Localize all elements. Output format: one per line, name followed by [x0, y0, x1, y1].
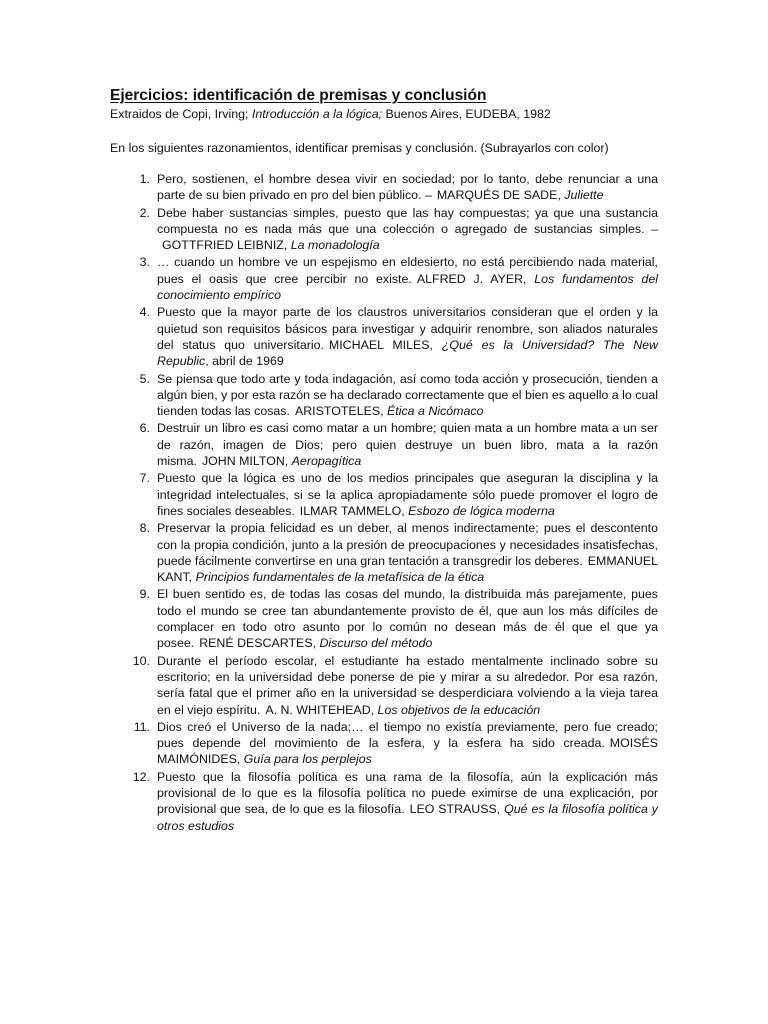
exercise-number: 5.: [139, 371, 150, 386]
exercise-work: Guía para los perplejos: [243, 752, 372, 767]
exercise-work: Principios fundamentales de la metafísica de la ética: [195, 570, 485, 585]
exercise-work: Discurso del método: [319, 636, 433, 651]
exercise-author: ALFRED J. AYER,: [416, 271, 527, 286]
exercise-text: Dios creó el Universo de la nada;… el tiempo no existía previamente, pero fue creado; pues depende del movimiento de la esfera, y la esfera ha sido creada.: [157, 719, 658, 751]
exercise-text: Puesto que la mayor parte de los claustros universitarios consideran que el orden y la quietud son requisitos básicos para investigar y adquirir renombre, son aliados naturales del status quo universitario.: [157, 305, 658, 352]
exercise-author: MOISÉS MAIMÓNIDES,: [157, 736, 658, 767]
exercise-text: Puesto que la filosofía política es una rama de la filosofía, aún la explicación más provisional de lo que es la filosofía política no puede eximirse de una explicación, por provisional que sea, de lo que es la filosofía.: [157, 769, 658, 817]
exercise-author: EMMANUEL KANT,: [157, 553, 658, 585]
exercise-item: [110, 420, 658, 469]
exercise-item: [110, 653, 658, 718]
exercise-item: [110, 520, 658, 585]
exercise-author: MICHAEL MILES,: [328, 337, 433, 352]
exercise-text: … cuando un hombre ve un espejismo en eldesierto, no está percibiendo nada material, pues el oasis que cree percibir no existe.: [157, 255, 658, 286]
document-title: Ejercicios: identificación de premisas y conclusión: [110, 87, 487, 104]
exercise-work: Aeropagítica: [291, 454, 362, 469]
exercise-author: JOHN MILTON,: [201, 454, 289, 469]
exercise-author: LEO STRAUSS,: [409, 802, 501, 817]
exercise-work: Qué es la filosofía política y otros estudios: [157, 802, 658, 833]
exercise-text: Se piensa que todo arte y toda indagación, así como toda acción y prosecución, tienden a algún bien, y por esta razón se ha declarado correctamente que el bien es aquello a lo cual tienden todas las cosas.: [157, 371, 658, 419]
exercise-item: [110, 205, 658, 254]
source-suffix: Buenos Aires, EUDEBA, 1982: [382, 107, 551, 121]
source-reference: [110, 106, 551, 122]
exercise-author: MARQUÉS DE SADE,: [436, 188, 561, 203]
exercise-number: 11.: [133, 719, 150, 734]
exercise-work: Juliette: [564, 188, 604, 203]
exercise-author: A. N. WHITEHEAD,: [265, 702, 375, 717]
source-book: Introducción a la lógica;: [251, 107, 383, 121]
exercise-text: El buen sentido es, de todas las cosas del mundo, la distribuida más parejamente, pues todo el mundo se cree tan abundantemente provisto de él, que aun los más difíciles de complacer en todo otro asunto por lo común no desean más de él que el que ya posee.: [157, 587, 658, 651]
exercise-work: La monadología: [290, 238, 380, 253]
exercise-text: Puesto que la lógica es uno de los medios principales que aseguran la disciplina y la integridad intelectuales, si se la aplica apropiadamente sólo puede promover el logro de fines sociales deseables.: [157, 471, 658, 518]
exercise-text: Preservar la propia felicidad es un deber, al menos indirectamente; pues el descontento con la propia condición, junto a la presión de preocupaciones y necesidades insatisfechas, puede fácilmente convertirse en una gran tentación a transgredir los deberes.: [157, 521, 658, 568]
exercise-number: 3.: [139, 255, 150, 270]
exercise-item: [110, 171, 658, 204]
exercise-item: [110, 719, 658, 768]
exercise-work: Los objetivos de la educación: [377, 702, 541, 717]
exercise-text: Destruir un libro es casi como matar a un hombre; quien mata a un hombre mata a un ser de razón, imagen de Dios; pero quien destruye un buen libro, mata a la razón misma.: [157, 421, 658, 469]
exercise-date: , abril de 1969: [205, 354, 284, 369]
exercise-author: RENÉ DESCARTES,: [199, 636, 317, 651]
exercise-number: 7.: [139, 471, 150, 486]
exercise-number: 2.: [139, 205, 150, 220]
exercise-text: Debe haber sustancias simples, puesto que las hay compuestas; ya que una sustancia compuesta no es nada más que una colección o agregado de sustancias simples. –: [157, 205, 658, 236]
exercise-number: 8.: [139, 521, 150, 536]
exercise-item: [110, 586, 658, 651]
exercise-author: ILMAR TAMMELO,: [299, 503, 405, 518]
exercise-item: [110, 371, 658, 420]
exercise-number: 4.: [139, 305, 150, 320]
exercise-work: Ética a Nicómaco: [387, 404, 484, 419]
exercise-text: Pero, sostienen, el hombre desea vivir en sociedad; por lo tanto, debe renunciar a una parte de su bien privado en pro del bien público. –: [157, 172, 658, 203]
exercise-number: 6.: [139, 421, 150, 436]
exercise-number: 10.: [132, 653, 150, 668]
exercise-item: [110, 470, 658, 519]
exercise-list: [110, 171, 658, 835]
exercise-work: Los fundamentos del conocimiento empírico: [157, 271, 658, 303]
exercise-work: ¿Qué es la Universidad? The New Republic: [157, 337, 658, 369]
exercise-work: Esbozo de lógica moderna: [408, 503, 555, 518]
exercise-number: 9.: [139, 587, 150, 602]
exercise-number: 12.: [132, 769, 150, 784]
exercise-item: [110, 769, 658, 834]
source-prefix: Extraidos de Copi, Irving;: [110, 107, 252, 121]
exercise-item: [110, 254, 658, 303]
exercise-author: GOTTFRIED LEIBNIZ,: [162, 238, 288, 253]
exercise-item: [110, 304, 658, 369]
exercise-text: Durante el período escolar, el estudiante ha estado mentalmente inclinado sobre su escritorio; en la universidad debe ponerse de pie y mirar a su alrededor. Por esa razón, sería fatal que el primer año en la universidad se desperdiciara volviendo a la vieja tarea en el viejo espíritu.: [157, 653, 658, 717]
instructions-text: En los siguientes razonamientos, identificar premisas y conclusión. (Subrayarlos con color): [110, 141, 609, 155]
exercise-author: ARISTOTELES,: [294, 404, 384, 419]
exercise-number: 1.: [139, 172, 150, 186]
